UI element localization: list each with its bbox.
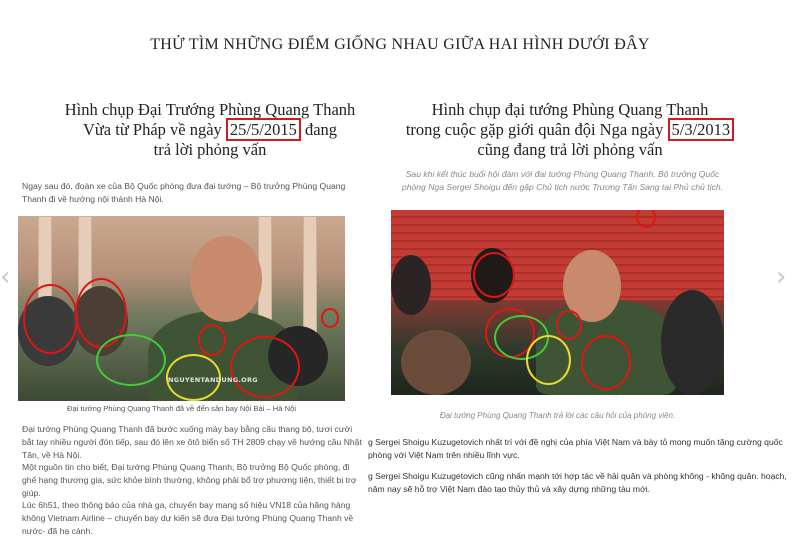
general-face [190, 236, 262, 322]
crowd-figure [391, 255, 431, 315]
red-circle-annotation [198, 324, 226, 356]
prev-arrow-icon[interactable]: ‹ [0, 262, 11, 292]
red-circle-annotation [581, 335, 631, 390]
crowd-figure [661, 290, 724, 395]
yellow-circle-annotation [526, 335, 571, 385]
crowd-figure [401, 330, 471, 395]
left-paragraph: Đại tướng Phùng Quang Thanh đã bước xuống máy bay bằng cầu thang bộ, tươi cười bắt tay nhiều người đón tiếp, sau đó lên xe ôtô biển số TH 2809 chạy về hướng cầu Nhật Tân, về Hà Nội. [22, 424, 362, 460]
building-column [303, 216, 317, 336]
left-heading-line2 [40, 120, 380, 140]
red-circle-annotation [23, 284, 78, 354]
red-circle-annotation [230, 336, 300, 398]
watermark-text: NGUYENTANDUNG.ORG [168, 376, 258, 384]
right-heading-line3: cũng đang trả lời phỏng vấn [477, 140, 663, 159]
right-heading-line2 [390, 120, 750, 140]
left-heading-line2-post: đang [304, 120, 338, 139]
left-heading-line2-pre: Vừa từ Pháp về ngày [82, 120, 222, 139]
red-carpet-stairs [391, 210, 724, 300]
red-circle-annotation [556, 310, 582, 340]
right-heading-line2-pre: trong cuộc gặp giới quân đội Nga ngày [405, 120, 664, 139]
next-arrow-icon[interactable]: › [776, 262, 787, 292]
right-photo [391, 210, 724, 395]
page-title: THỬ TÌM NHỮNG ĐIỂM GIỐNG NHAU GIỮA HAI HÌNH DƯỚI ĐÂY [150, 36, 650, 53]
left-paragraph: Lúc 6h51, theo thông báo của nhà ga, chuyến bay mang số hiệu VN18 của hãng hàng không Vietnam Airline – chuyến bay dự kiến sẽ đưa Đại tướng Phùng Quang Thanh về nước- đã hạ cánh. [22, 500, 354, 536]
left-photo-caption: Đại tướng Phùng Quang Thanh đã về đến sân bay Nội Bài – Hà Nội [66, 404, 297, 413]
red-circle-annotation [321, 308, 339, 328]
right-date-highlight: 5/3/2013 [668, 118, 735, 141]
left-heading-line3: trả lời phỏng vấn [153, 140, 267, 159]
right-paragraph: g Sergei Shoigu Kuzugetovich cũng nhấn mạnh tới hợp tác về hải quân và phòng không - không quân. hoạch, năm nay sẽ hỗ trợ Việt Nam đào tạo thủy thủ và xây dựng những tàu mới. [368, 471, 787, 494]
left-heading [40, 100, 380, 160]
red-circle-annotation [473, 252, 515, 298]
left-heading-line1: Hình chụp Đại Trướng Phùng Quang Thanh [64, 100, 356, 119]
green-circle-annotation [96, 334, 166, 386]
right-photo-caption: Đại tướng Phùng Quang Thanh trả lời các câu hỏi của phóng viên. [439, 411, 676, 420]
right-paragraph: g Sergei Shoigu Kuzugetovich nhất trí với đề nghị của phía Việt Nam và bày tỏ mong muốn tăng cường quốc phòng với Việt Nam trên nhiều lĩnh vực. [368, 437, 783, 460]
left-date-highlight: 25/5/2015 [226, 118, 301, 141]
left-photo [18, 216, 345, 401]
right-top-caption: Sau khi kết thúc buổi hội đàm với đại tướng Phùng Quang Thanh, Bộ trưởng Quốc phòng Nga Sergei Shoigu đến gặp Chủ tịch nước Trương Tấn Sang tại Phủ chủ tịch. [401, 169, 724, 192]
right-heading-line1: Hình chụp đại tướng Phùng Quang Thanh [431, 100, 709, 119]
left-paragraph: Một nguồn tin cho biết, Đại tướng Phùng Quang Thanh, Bộ trưởng Bộ Quốc phòng, đi ghế hạng thương gia, sức khỏe bình thường, không phải bổ trợ phương tiện, thiết bị trợ giúp. [22, 462, 357, 498]
left-intro-text: Ngay sau đó, đoàn xe của Bộ Quốc phòng đưa đại tướng – Bộ trưởng Phùng Quang Thanh đi về hướng nội thành Hà Nội. [22, 181, 346, 204]
right-heading [390, 100, 750, 160]
